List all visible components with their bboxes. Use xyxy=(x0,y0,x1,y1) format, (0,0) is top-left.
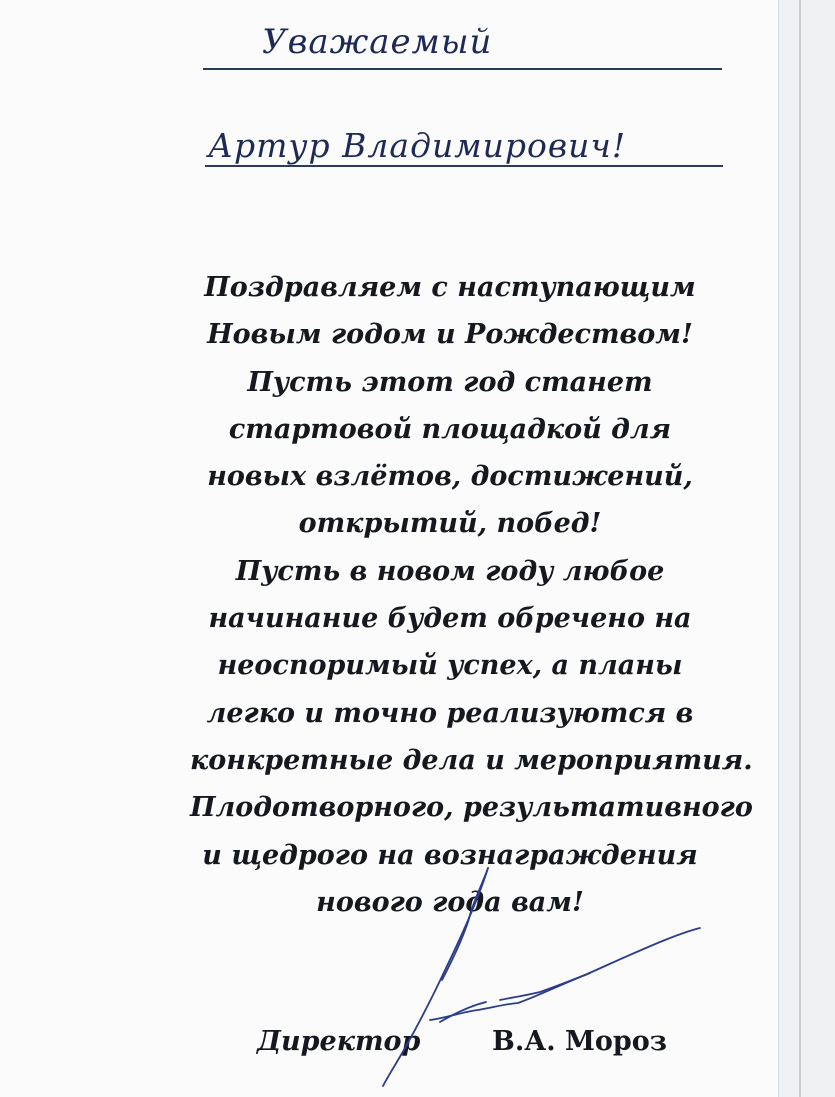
salutation-line-1: Уважаемый xyxy=(262,22,493,62)
director-title: Директор xyxy=(257,1026,421,1057)
scanner-edge xyxy=(778,0,835,1097)
greeting-line: стартовой площадкой для xyxy=(228,413,672,445)
director-name: В.А. Мороз xyxy=(492,1026,668,1057)
greeting-line: начинание будет обречено на xyxy=(208,603,692,635)
greeting-line: конкретные дела и мероприятия. xyxy=(190,744,753,776)
greeting-line: неоспоримый успех, а планы xyxy=(217,650,683,682)
greeting-line: и щедрого на вознаграждения xyxy=(202,839,698,871)
salutation-line-2: Артур Владимирович! xyxy=(208,126,627,165)
greeting-line: новых взлётов, достижений, xyxy=(207,461,693,493)
greeting-line: Пусть в новом году любое xyxy=(235,555,665,587)
greeting-line: Плодотворного, результативного xyxy=(190,792,753,824)
greeting-line: нового года вам! xyxy=(316,886,584,918)
greeting-line: Поздравляем с наступающим xyxy=(204,272,696,303)
greeting-line: Новым годом и Рождеством! xyxy=(207,319,693,351)
greeting-line: открытий, побед! xyxy=(298,508,602,540)
greeting-line: легко и точно реализуются в xyxy=(206,697,694,729)
scanner-edge-line xyxy=(799,0,801,1097)
greeting-line: Пусть этот год станет xyxy=(247,366,653,398)
